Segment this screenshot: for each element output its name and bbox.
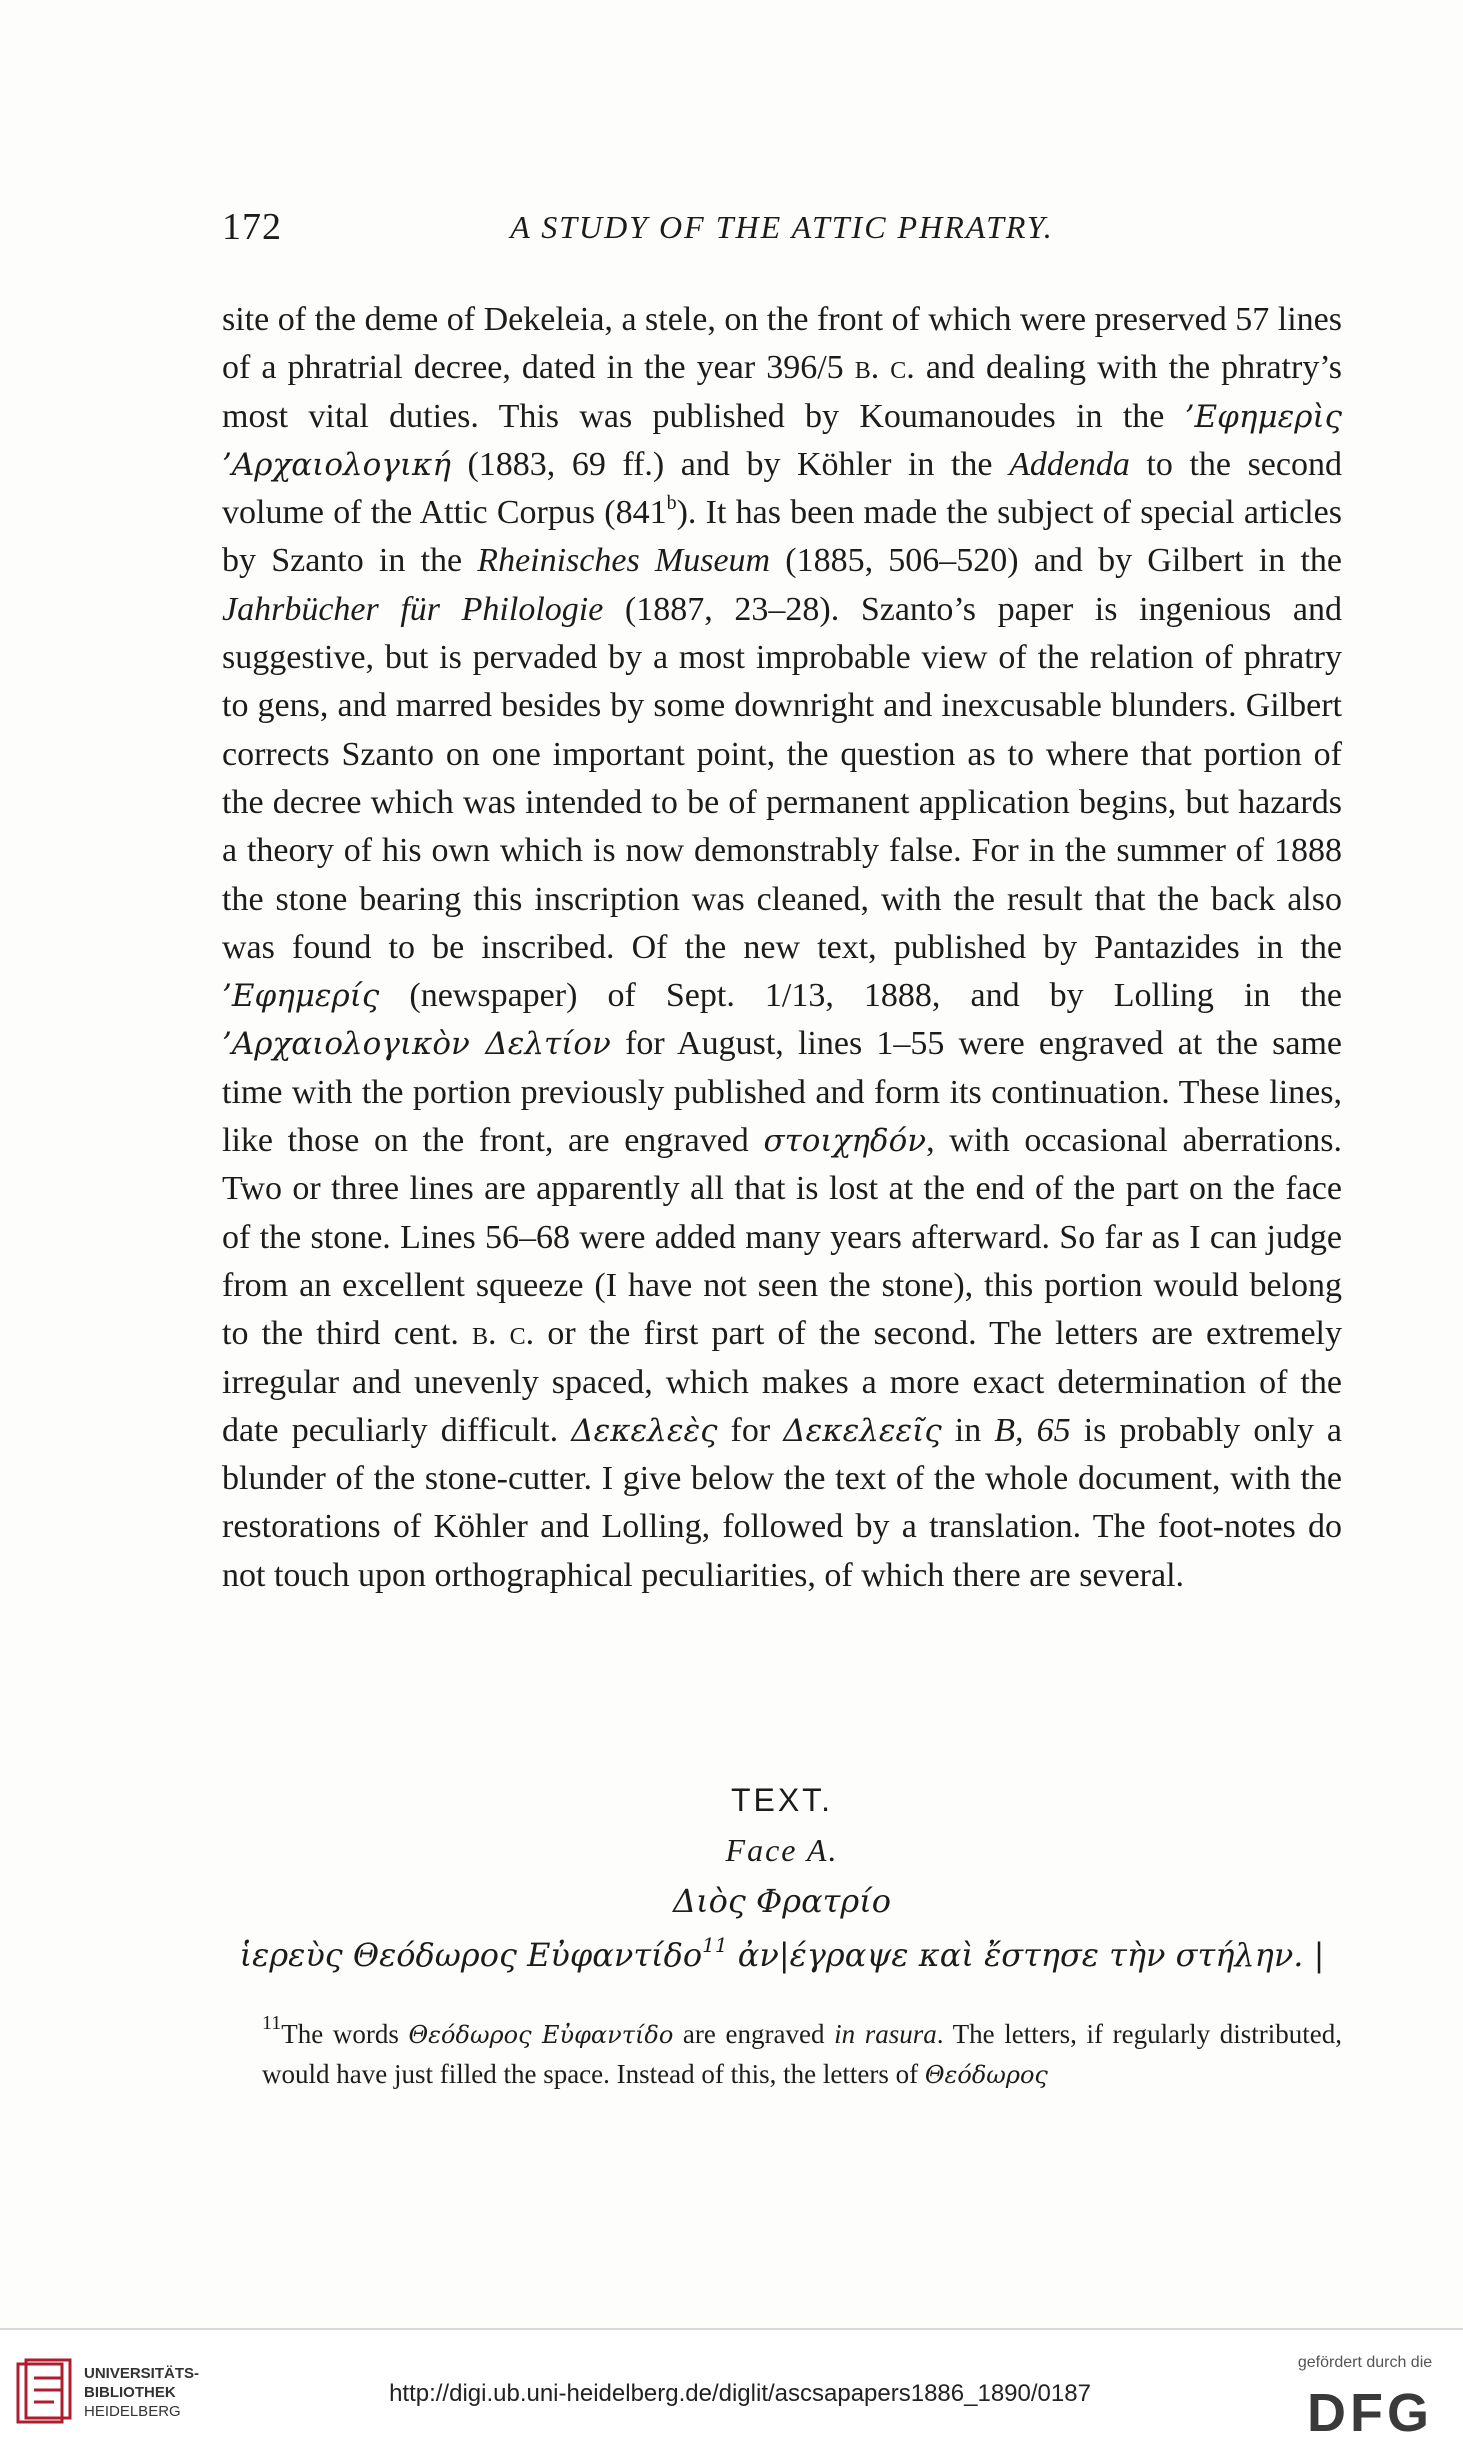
running-head [222,205,1342,255]
italic-phrase: in rasura [834,2019,937,2049]
text-run: ). It has been made the subject of special articles by Szanto in the [222,494,1342,580]
text-run: in [941,1411,995,1449]
greek-word: Θεόδωρος [924,2061,1048,2089]
inscription-text: ἱερεὺς Θεόδωρος Εὐφαντίδο [239,1936,703,1974]
text-run: . The letters, if regularly distributed, would have just filled the space. Instead of this, the letters of [262,2019,1342,2089]
footnote-number: 11 [262,2012,282,2034]
library-name: UNIVERSITÄTS- BIBLIOTHEK HEIDELBERG [84,2365,200,2420]
line-reference: B, 65 [994,1411,1071,1449]
inscription-line [222,1933,1342,1974]
text-run: site of the deme of Dekeleia, a stele, on the front of which were preserved 57 lines of a phratrial decree, dated in the year 396/5 [222,301,1342,387]
text-run: and dealing with the phratry’s most vital duties. This was published by Koumanoudes in the [222,349,1343,435]
text-run: (1883, 69 ff.) and by Köhler in the [450,445,1010,483]
inscription-text: ἀν|έγραψε καὶ ἔστησε τὴν στήλην. | [727,1936,1325,1974]
page-number: 172 [222,206,282,248]
greek-word: Δεκελεεῖς [783,1412,942,1449]
inscription-line: Διὸς Φρατρίο [673,1882,891,1920]
footnote [222,2012,1342,2095]
greek-word: στοιχηδόν [763,1123,927,1160]
text-run: for August, lines 1–55 were engraved at the same time with the portion previously published and form its continuation. These lines, like those on the front, are engraved [222,1025,1342,1160]
italic-title: Addenda [1009,445,1130,483]
superscript: b [666,492,677,515]
footnote-text [222,2012,1342,2095]
text-run: The words [281,2019,409,2049]
text-run: for [717,1411,784,1449]
body-paragraph [222,296,1342,1600]
funded-by-label: gefördert durch die [1297,2354,1433,2371]
text-run: (newspaper) of Sept. 1/13, 1888, and by Lolling in the [379,977,1342,1015]
text-run: (1885, 506–520) and by Gilbert in the [770,542,1342,580]
permalink[interactable] [360,2380,1120,2408]
text-run: are engraved [673,2019,835,2049]
text-run: , with occasional aberrations. Two or three lines are apparently all that is lost at the end of the part on the face of the stone. Lines 56–68 were added many years afterward. So far as I can judge from an excellent squeeze (I have not seen the stone), this portion would belong to the third cent. [222,1122,1342,1353]
text-run: (1887, 23–28). Szanto’s paper is ingenious and suggestive, but is pervaded by a most improbable view of the relation of phratry to gens, and marred besides by some downright and inexcusable blunders. Gilbert corrects Szanto on one important point, the question as to where that portion of the decree which was intended to be of permanent application begins, but hazards a theory of his own which is now demonstrably false. For in the summer of 1888 the stone bearing this inscription was cleaned, with the result that the back also was found to be inscribed. Of the new text, published by Pantazides in the [222,590,1342,966]
greek-title: ’Εφημερὶς ’Αρχαιολογική [222,398,1342,483]
dfg-logo-icon: DFG [1307,2383,1433,2443]
era-abbrev: b. c. [854,349,915,387]
paragraph [222,296,1342,1600]
italic-title: Jahrbücher für Philologie [222,590,604,628]
greek-title: ’Αρχαιολογικὸν Δελτίον [222,1026,611,1063]
section-heading: TEXT. [730,1782,834,1818]
university-library-logo-icon [14,2358,72,2428]
greek-word: Δεκελεὲς [571,1412,718,1449]
greek-title: ’Εφημερίς [222,978,380,1015]
era-abbrev: b. c. [471,1315,535,1353]
text-run: or the first part of the second. The letters are extremely irregular and unevenly spaced, which makes a more exact determination of the date peculiarly difficult. [222,1315,1342,1449]
text-run: to the second volume of the Attic Corpus (841 [222,445,1342,532]
italic-title: Rheinisches Museum [477,542,771,580]
footnote-marker: 11 [702,1933,728,1957]
viewer-footer [0,2328,1463,2451]
running-title: A STUDY OF THE ATTIC PHRATRY. [510,209,1054,245]
greek-word: Θεόδωρος Εὐφαντίδο [408,2021,674,2049]
permalink-link[interactable]: http://digi.ub.uni-heidelberg.de/diglit/ascsapapers1886_1890/0187 [389,2380,1091,2407]
section-subheading: Face A. [725,1832,839,1868]
text-run: is probably only a blunder of the stone-cutter. I give below the text of the whole document, with the restorations of Köhler and Lolling, followed by a translation. The foot-notes do not touch upon orthographical peculiarities, of which there are several. [222,1411,1342,1594]
